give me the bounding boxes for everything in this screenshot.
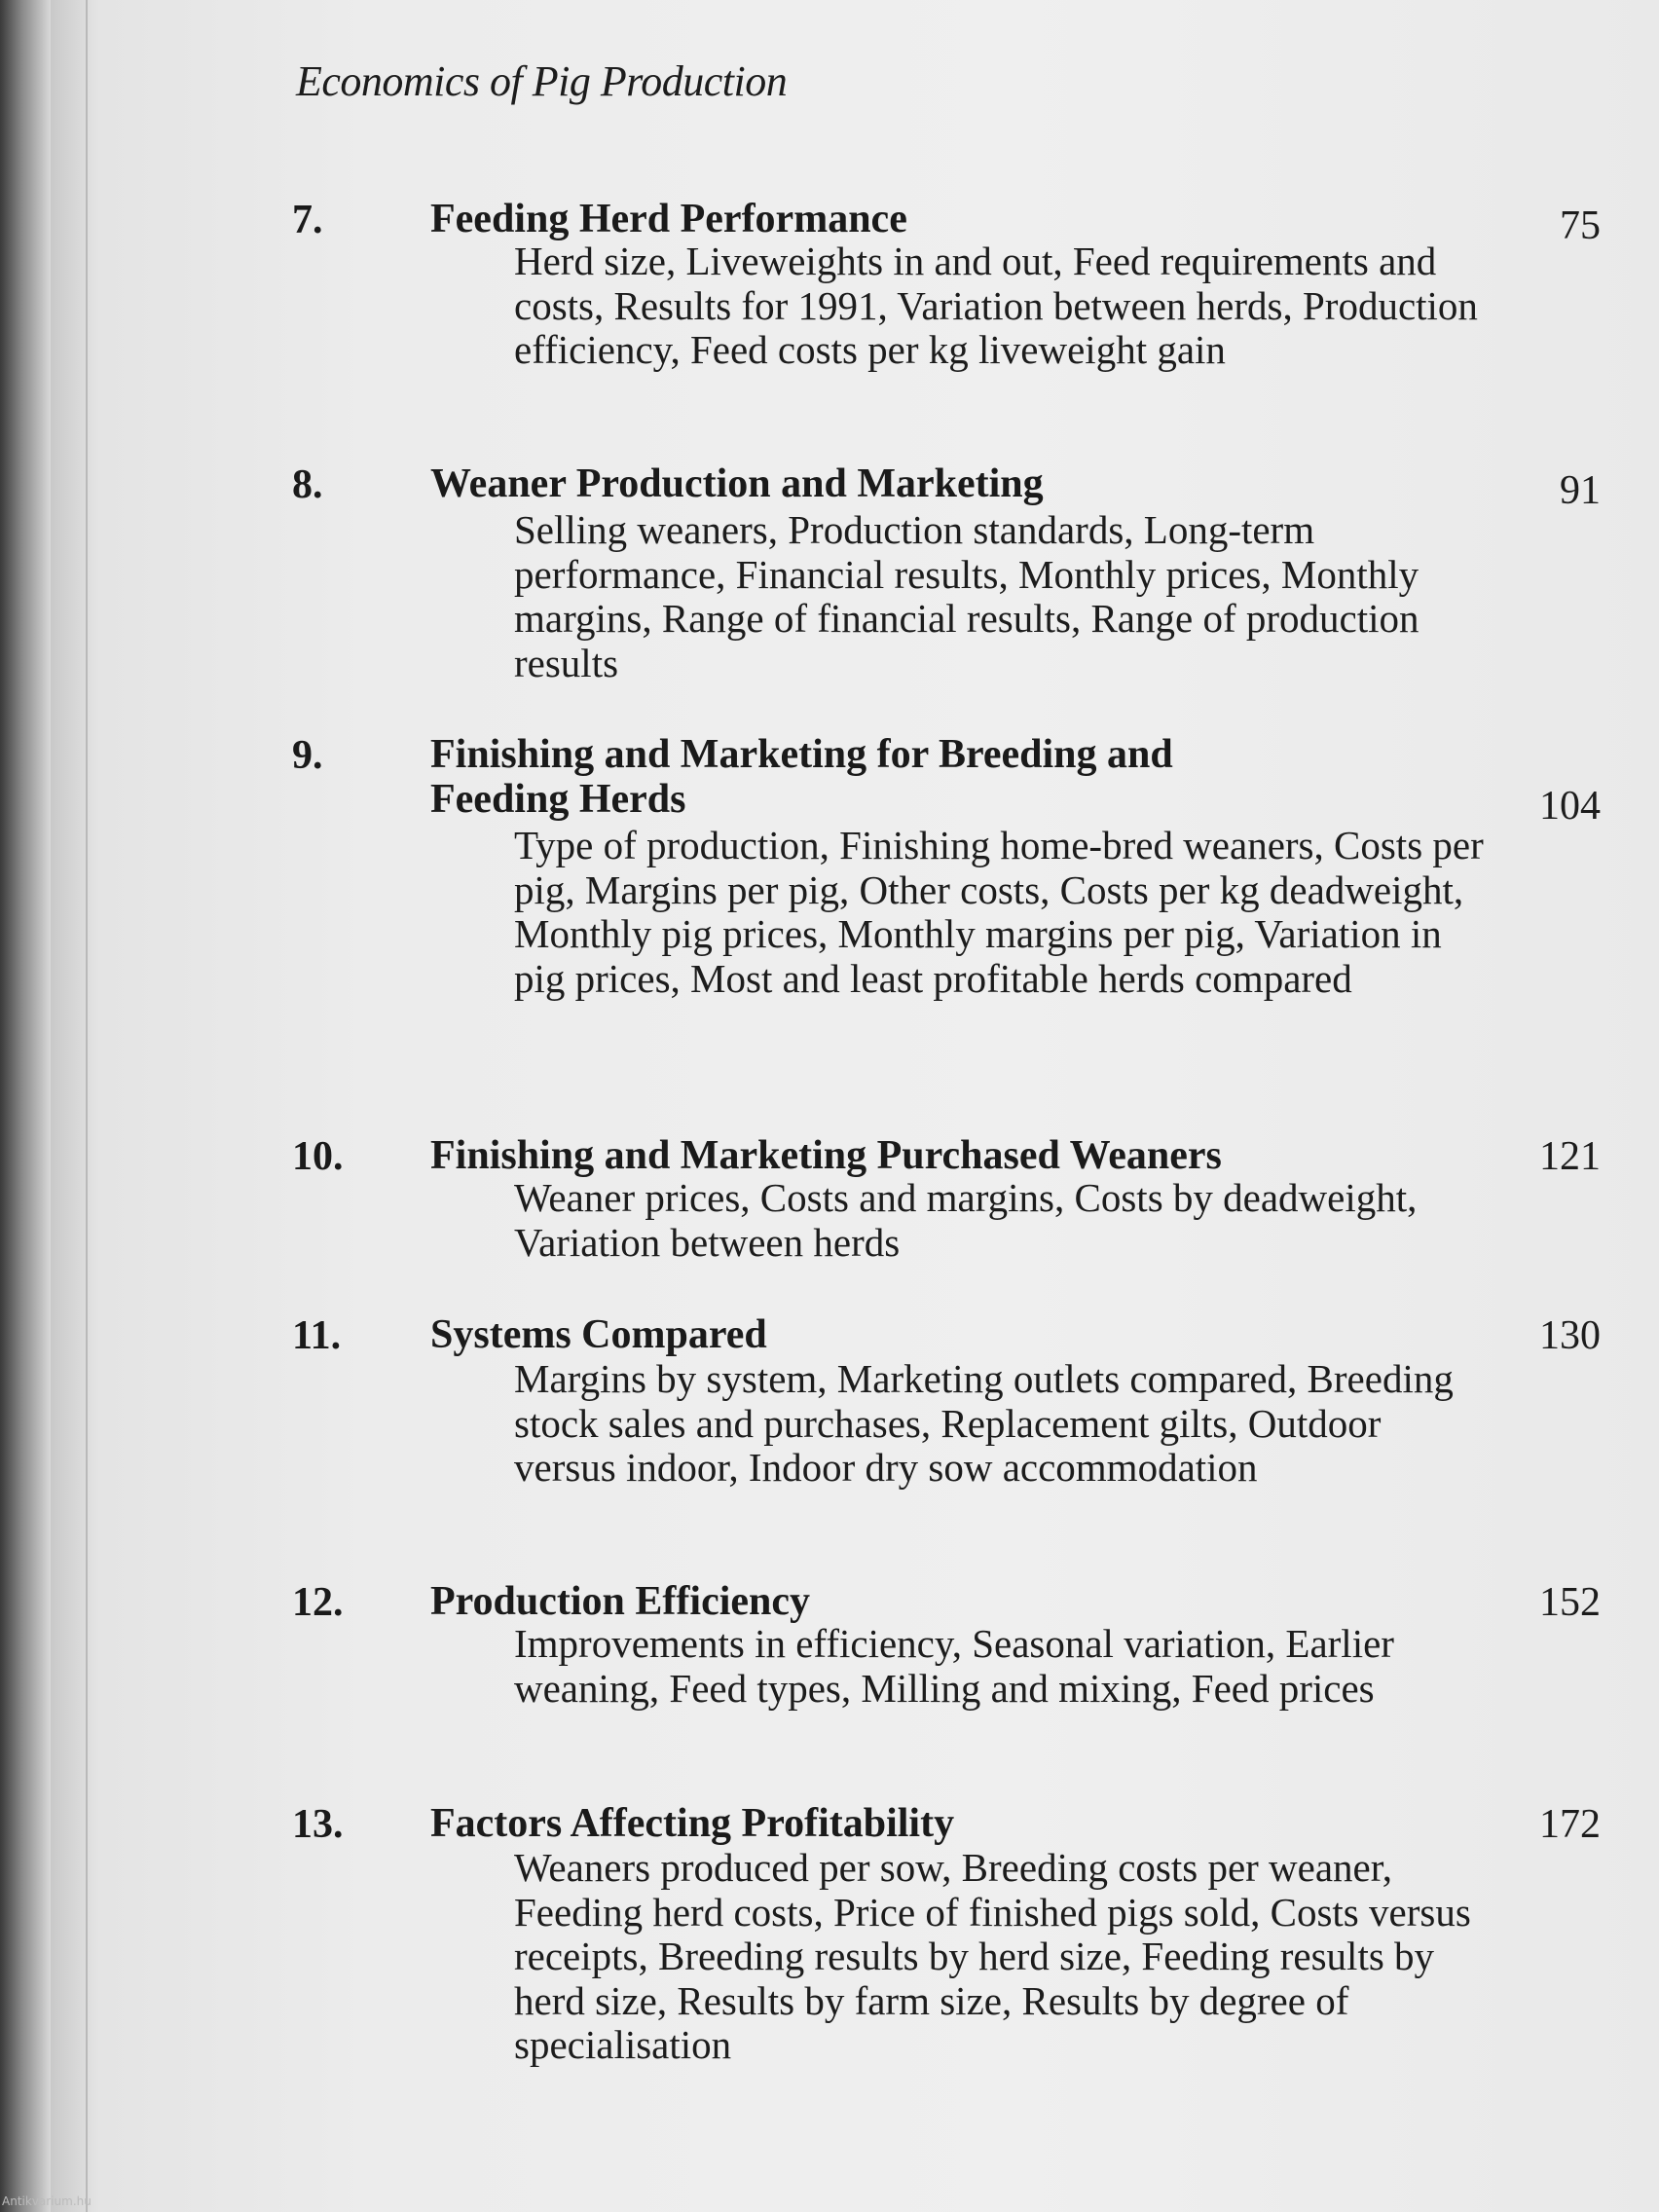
chapter-description: Improvements in efficiency, Seasonal variation, Earlier weaning, Feed types, Milling and mixing, Feed prices (514, 1621, 1394, 1711)
running-head: Economics of Pig Production (296, 57, 788, 105)
chapter-page: 91 (1560, 468, 1601, 513)
chapter-description: Weaners produced per sow, Breeding costs per weaner, Feeding herd costs, Price of finished pigs sold, Costs versus receipts, Breeding results by herd size, Feeding results by herd size, Results by farm size, Results by degree of specialisation (514, 1845, 1471, 2067)
chapter-number: 7. (292, 198, 323, 242)
chapter-title: Production Efficiency (430, 1579, 811, 1624)
chapter-description: Type of production, Finishing home-bred weaners, Costs per pig, Margins per pig, Other costs, Costs per kg deadweight, Monthly pig prices, Monthly margins per pig, Variation in pig prices, Most and least profitable herds compared (514, 823, 1484, 1001)
chapter-number: 8. (292, 462, 323, 507)
watermark: Antikvarium.hu (2, 2194, 92, 2208)
chapter-number: 13. (292, 1802, 344, 1847)
book-spine (0, 0, 51, 2212)
chapter-number: 11. (292, 1313, 342, 1358)
chapter-description: Weaner prices, Costs and margins, Costs by deadweight, Variation between herds (514, 1175, 1418, 1265)
chapter-description: Selling weaners, Production standards, Long-term performance, Financial results, Monthly prices, Monthly margins, Range of financial results, Range of production results (514, 507, 1419, 685)
chapter-page: 130 (1539, 1313, 1601, 1358)
chapter-title: Feeding Herd Performance (430, 197, 907, 241)
chapter-page: 104 (1539, 784, 1601, 829)
chapter-page: 75 (1560, 203, 1601, 248)
book-page (51, 0, 1659, 2212)
chapter-title: Finishing and Marketing Purchased Weaners (430, 1133, 1222, 1178)
chapter-number: 10. (292, 1134, 344, 1179)
chapter-title: Finishing and Marketing for Breeding and Feeding Herds (430, 732, 1173, 822)
chapter-number: 12. (292, 1580, 344, 1625)
chapter-description: Margins by system, Marketing outlets compared, Breeding stock sales and purchases, Replacement gilts, Outdoor versus indoor, Indoor dry sow accommodation (514, 1356, 1454, 1490)
chapter-title: Systems Compared (430, 1312, 767, 1357)
chapter-title: Factors Affecting Profitability (430, 1801, 955, 1846)
chapter-page: 172 (1539, 1802, 1601, 1847)
chapter-title: Weaner Production and Marketing (430, 461, 1044, 506)
chapter-number: 9. (292, 733, 323, 778)
page-edge (86, 0, 88, 2212)
chapter-page: 121 (1539, 1134, 1601, 1179)
chapter-page: 152 (1539, 1580, 1601, 1625)
chapter-description: Herd size, Liveweights in and out, Feed requirements and costs, Results for 1991, Variation between herds, Production efficiency, Feed costs per kg liveweight gain (514, 239, 1478, 372)
